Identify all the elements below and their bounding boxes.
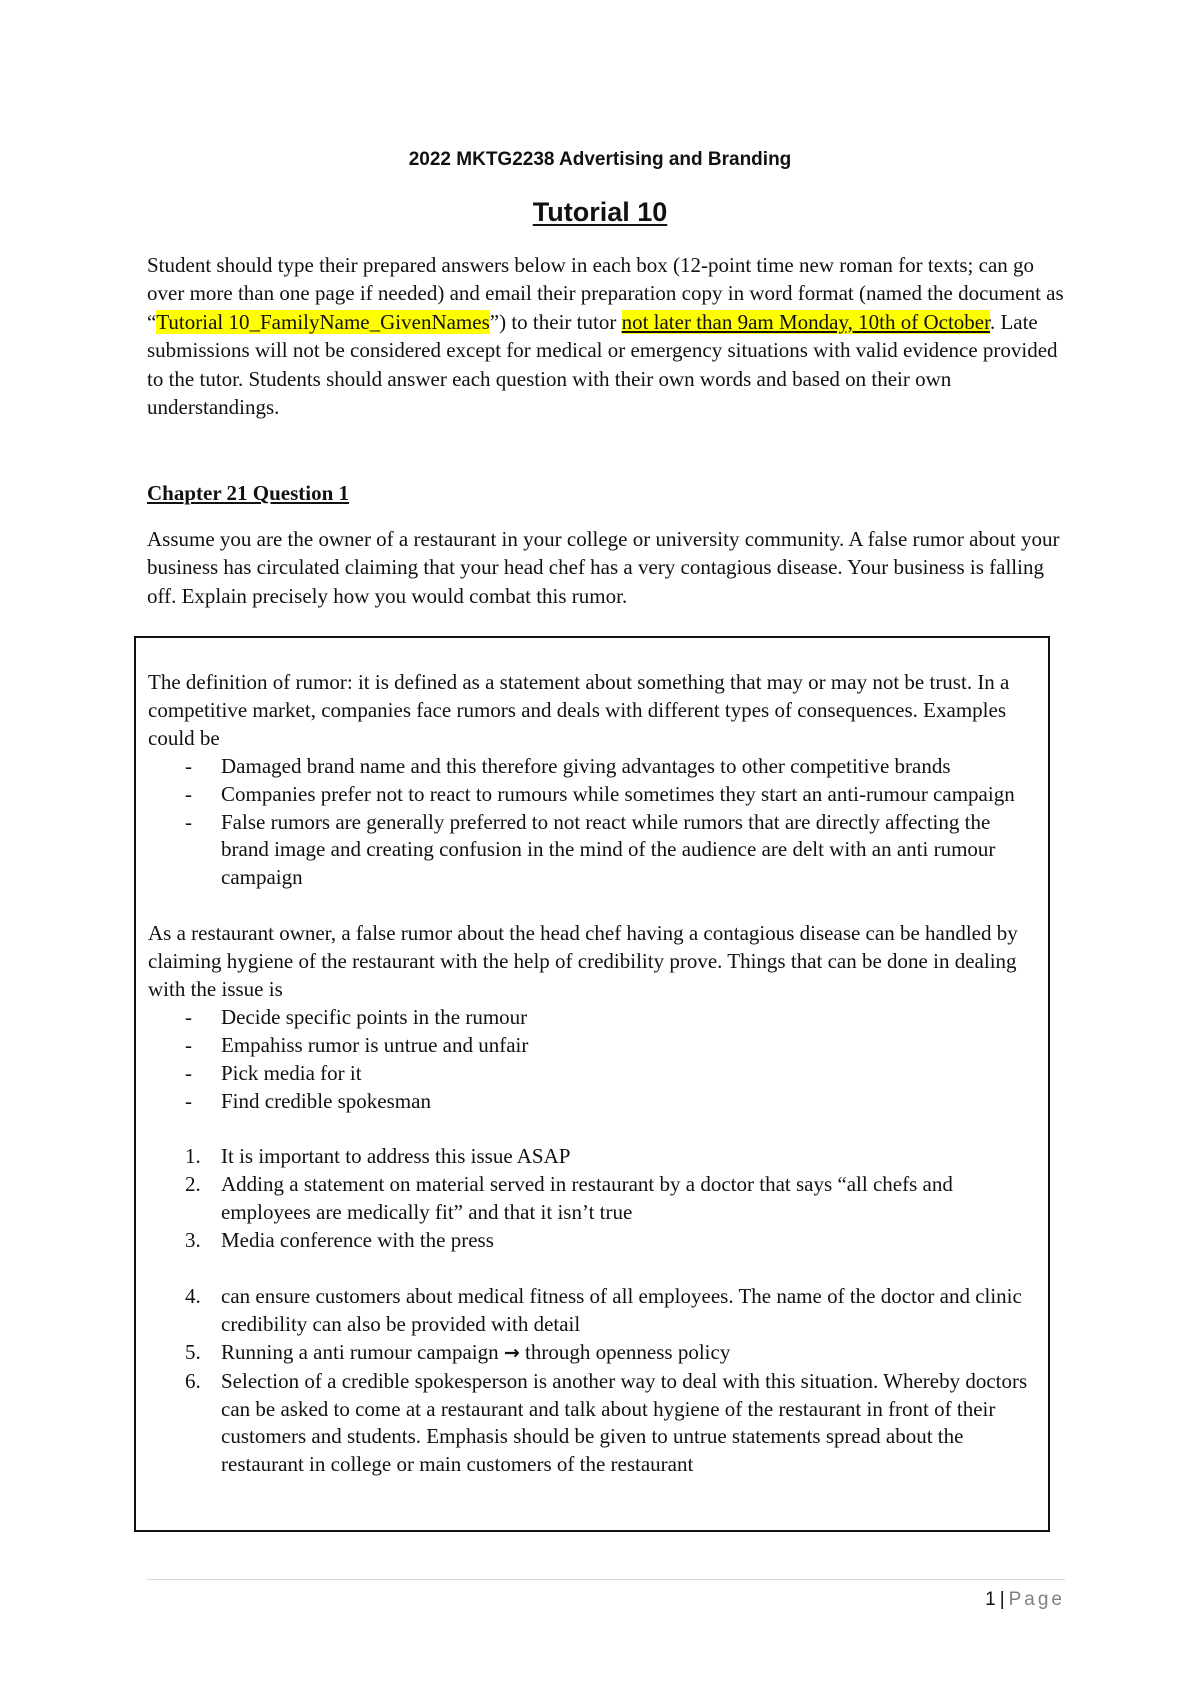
- arrow-right-icon: →: [503, 1341, 520, 1364]
- list-item: - Find credible spokesman: [148, 1088, 1028, 1116]
- numbered-steps-list: [148, 1143, 1028, 1255]
- answer-paragraph-definition: The definition of rumor: it is defined as a statement about something that may or may not be trust. In a competitive market, companies face rumors and deals with different types of consequences. Examples could be: [148, 670, 1010, 750]
- instructions-text-1: Student should type their prepared answers below in each box (12-point time new roman for texts; can go over more than one page if needed) and email their preparation copy in word format (named the document as “: [147, 253, 1064, 334]
- dash-marker: -: [185, 1060, 192, 1085]
- page-footer: [985, 1588, 1065, 1612]
- list-item: - False rumors are generally preferred to not react while rumors that are directly affecting the brand image and creating confusion in the mind of the audience are delt with an anti rumour campaign: [185, 809, 996, 890]
- instructions-text-3: . Late submissions will not be considered except for medical or emergency situations with valid evidence provided to the tutor. Students should answer each question with their own words and based on their own understandings.: [147, 309, 1058, 420]
- page-number: 1: [985, 1589, 996, 1610]
- consequences-list: [148, 753, 1028, 893]
- list-item: 6. Selection of a credible spokesperson is another way to deal with this situation. Whereby doctors can be asked to come at a restaurant and talk about hygiene of the restaurant in front of their customers and students. Emphasis should be given to untrue statements spread about the restaurant in college or main customers of the restaurant: [185, 1368, 1028, 1477]
- list-item: - Pick media for it: [148, 1060, 1028, 1088]
- course-title: 2022 MKTG2238 Advertising and Branding: [408, 149, 792, 170]
- dash-marker: -: [185, 1004, 192, 1029]
- list-item: 3. Media conference with the press: [185, 1228, 494, 1253]
- chapter-heading: Chapter 21 Question 1: [147, 481, 350, 505]
- list-item: 4. can ensure customers about medical fitness of all employees. The name of the doctor and clinic credibility can also be provided with detail: [185, 1283, 1022, 1336]
- footer-divider: [147, 1579, 1065, 1580]
- numbered-steps-list-continued: [148, 1283, 1028, 1479]
- footer-separator: |: [999, 1589, 1005, 1610]
- instructions-text-2: ”) to their tutor: [489, 309, 622, 334]
- tutorial-title: Tutorial 10: [532, 197, 668, 227]
- answer-box[interactable]: [134, 636, 1050, 1532]
- list-item: - Damaged brand name and this therefore giving advantages to other competitive brands: [148, 753, 1028, 781]
- list-item: 5. Running a anti rumour campaign → through openness policy: [185, 1339, 731, 1364]
- list-item: - Empahiss rumor is untrue and unfair: [148, 1032, 1028, 1060]
- question-text: Assume you are the owner of a restaurant in your college or university community. A false rumor about your business has circulated claiming that your head chef has a very contagious disease. Your business is falling off. Explain precisely how you would combat this rumor.: [147, 527, 1060, 608]
- dash-marker: -: [185, 753, 192, 778]
- instructions-paragraph: [147, 251, 1067, 421]
- dash-marker: -: [185, 781, 192, 806]
- filename-highlight: Tutorial 10_FamilyName_GivenNames: [156, 309, 490, 334]
- list-item: - Companies prefer not to react to rumours while sometimes they start an anti-rumour campaign: [148, 781, 1028, 809]
- answer-paragraph-owner: As a restaurant owner, a false rumor about the head chef having a contagious disease can be handled by claiming hygiene of the restaurant with the help of credibility prove. Things that can be done in dealing with the issue is: [148, 921, 1018, 1001]
- actions-list: [148, 1004, 1028, 1116]
- list-item: 1. It is important to address this issue ASAP: [185, 1144, 571, 1169]
- dash-marker: -: [185, 1032, 192, 1057]
- list-item: - Decide specific points in the rumour: [148, 1004, 1028, 1032]
- answer-content: [148, 669, 1028, 1479]
- list-item: 2. Adding a statement on material served in restaurant by a doctor that says “all chefs and employees are medically fit” and that it isn’t true: [185, 1172, 953, 1225]
- page-label: Page: [1008, 1589, 1065, 1610]
- dash-marker: -: [185, 809, 192, 834]
- dash-marker: -: [185, 1088, 192, 1113]
- deadline-highlight: not later than 9am Monday, 10th of October: [621, 309, 990, 334]
